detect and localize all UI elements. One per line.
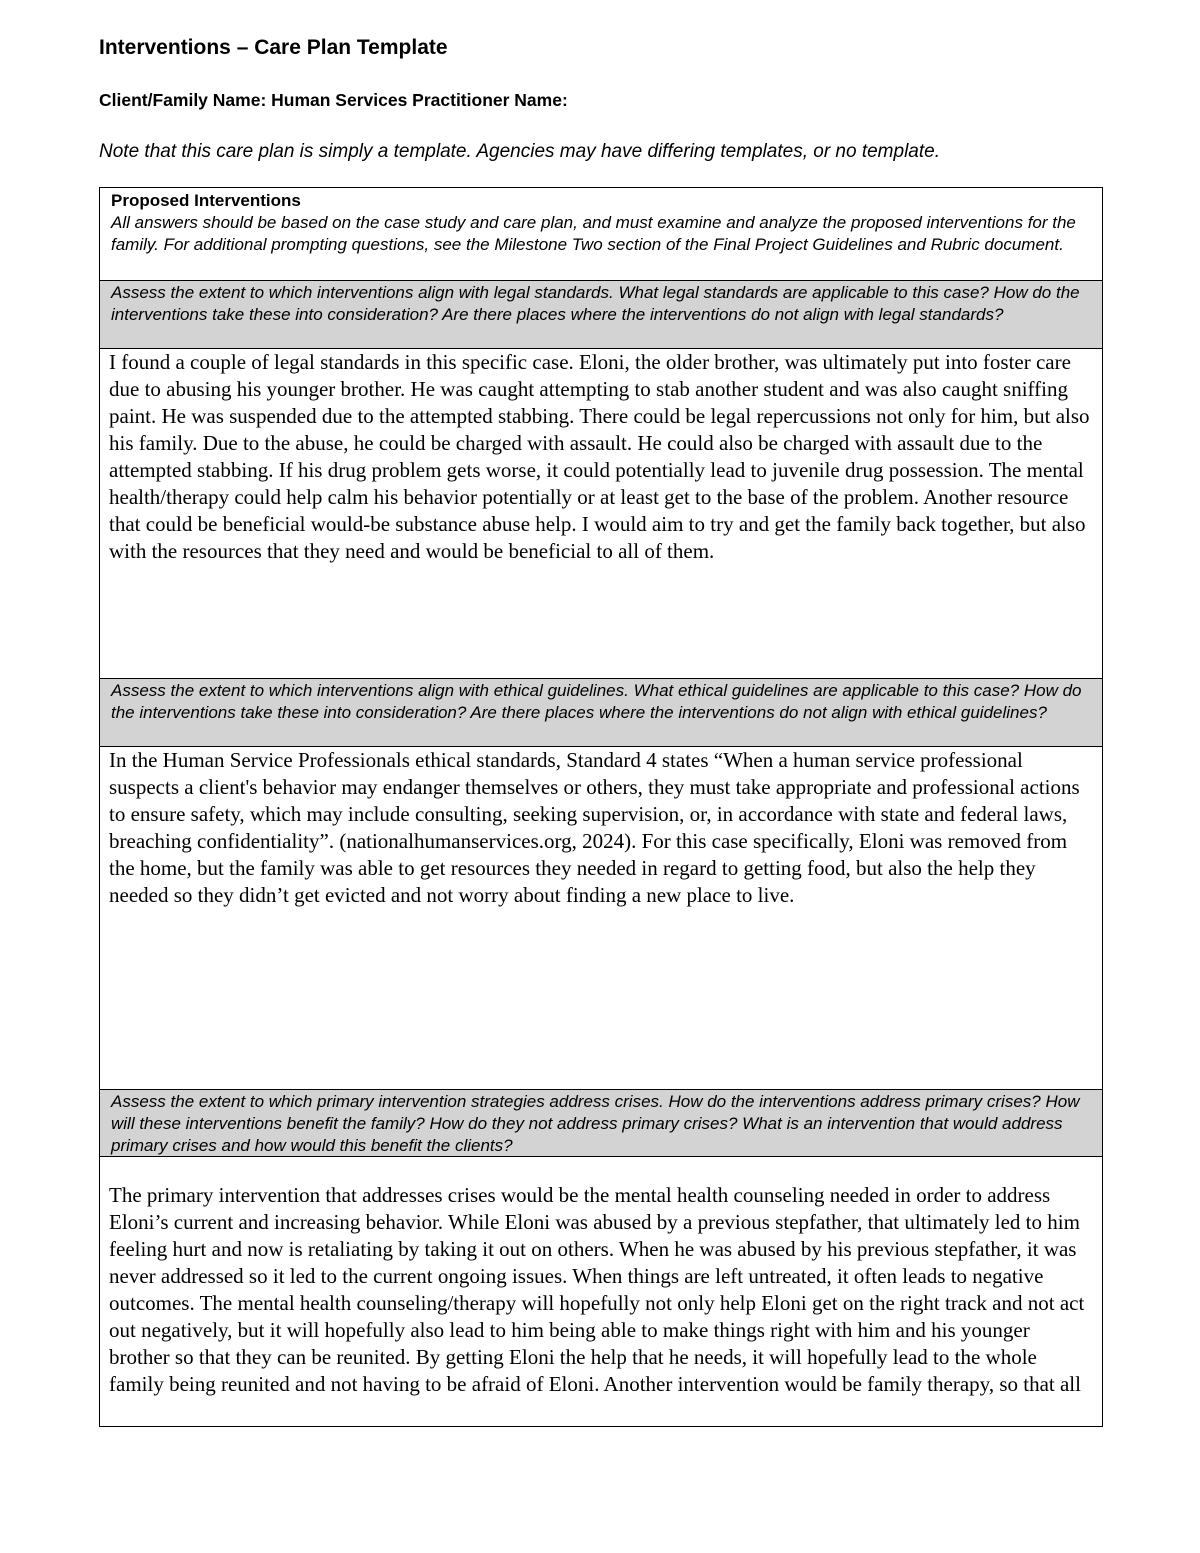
ethical-guidelines-prompt: Assess the extent to which interventions align with ethical guidelines. What ethical guidelines are applicable to this case? How do the interventions take these into consideration? Are there places where the interventions do not align with ethical guidelines? bbox=[111, 681, 1082, 722]
ethical-guidelines-prompt-row bbox=[100, 678, 1102, 746]
primary-crises-prompt: Assess the extent to which primary intervention strategies address crises. How do the interventions address primary crises? How will these interventions benefit the family? How do they not address primary crises? What is an intervention that would address primary crises and how would this benefit the clients? bbox=[111, 1092, 1080, 1155]
legal-standards-prompt-row bbox=[100, 280, 1102, 348]
primary-crises-prompt-row bbox=[100, 1089, 1102, 1156]
page-title: Interventions – Care Plan Template bbox=[99, 36, 448, 59]
proposed-interventions-header bbox=[100, 188, 1102, 280]
primary-crises-answer-cell[interactable] bbox=[100, 1156, 1102, 1426]
legal-standards-prompt: Assess the extent to which interventions align with legal standards. What legal standards are applicable to this case? How do the interventions take these into consideration? Are there places where the interventions do not align with legal standards? bbox=[111, 283, 1080, 324]
client-family-name-line: Client/Family Name: Human Services Practitioner Name: bbox=[99, 90, 568, 110]
ethical-guidelines-answer: In the Human Service Professionals ethical standards, Standard 4 states “When a human service professional suspects a client's behavior may endanger themselves or others, they must take appropriate and professional actions to ensure safety, which may include consulting, seeking supervision, or, in accordance with state and federal laws, breaching confidentiality”. (nationalhumanservices.org, 2024). For this case specifically, Eloni was removed from the home, but the family was able to get resources they needed in regard to getting food, but also the help they needed so they didn’t get evicted and not worry about finding a new place to live. bbox=[109, 748, 1080, 907]
template-note: Note that this care plan is simply a template. Agencies may have differing templates, or no template. bbox=[99, 141, 940, 162]
legal-standards-answer-cell[interactable] bbox=[100, 348, 1102, 678]
proposed-interventions-title: Proposed Interventions bbox=[111, 191, 301, 210]
ethical-guidelines-answer-cell[interactable] bbox=[100, 746, 1102, 1089]
legal-standards-answer: I found a couple of legal standards in this specific case. Eloni, the older brother, was ultimately put into foster care due to abusing his younger brother. He was caught attempting to stab another student and was also caught sniffing paint. He was suspended due to the attempted stabbing. There could be legal repercussions not only for him, but also his family. Due to the abuse, he could be charged with assault. He could also be charged with assault due to the attempted stabbing. If his drug problem gets worse, it could potentially lead to juvenile drug possession. The mental health/therapy could help calm his behavior potentially or at least get to the base of the problem. Another resource that could be beneficial would-be substance abuse help. I would aim to try and get the family back together, but also with the resources that they need and would be beneficial to all of them. bbox=[109, 350, 1090, 563]
primary-crises-answer: The primary intervention that addresses crises would be the mental health counseling needed in order to address Eloni’s current and increasing behavior. While Eloni was abused by a previous stepfather, that ultimately led to him feeling hurt and now is retaliating by taking it out on others. When he was abused by his previous stepfather, it was never addressed so it led to the current ongoing issues. When things are left untreated, it often leads to negative outcomes. The mental health counseling/therapy will hopefully not only help Eloni get on the right track and not act out negatively, but it will hopefully also lead to him being able to make things right with him and his younger brother so that they can be reunited. By getting Eloni the help that he needs, it will hopefully lead to the whole family being reunited and not having to be afraid of Eloni. Another intervention would be family therapy, so that all bbox=[109, 1183, 1085, 1396]
proposed-interventions-description: All answers should be based on the case study and care plan, and must examine and analyze the proposed interventions for the family. For additional prompting questions, see the Milestone Two section of the Final Project Guidelines and Rubric document. bbox=[111, 213, 1076, 254]
care-plan-table bbox=[99, 187, 1103, 1427]
